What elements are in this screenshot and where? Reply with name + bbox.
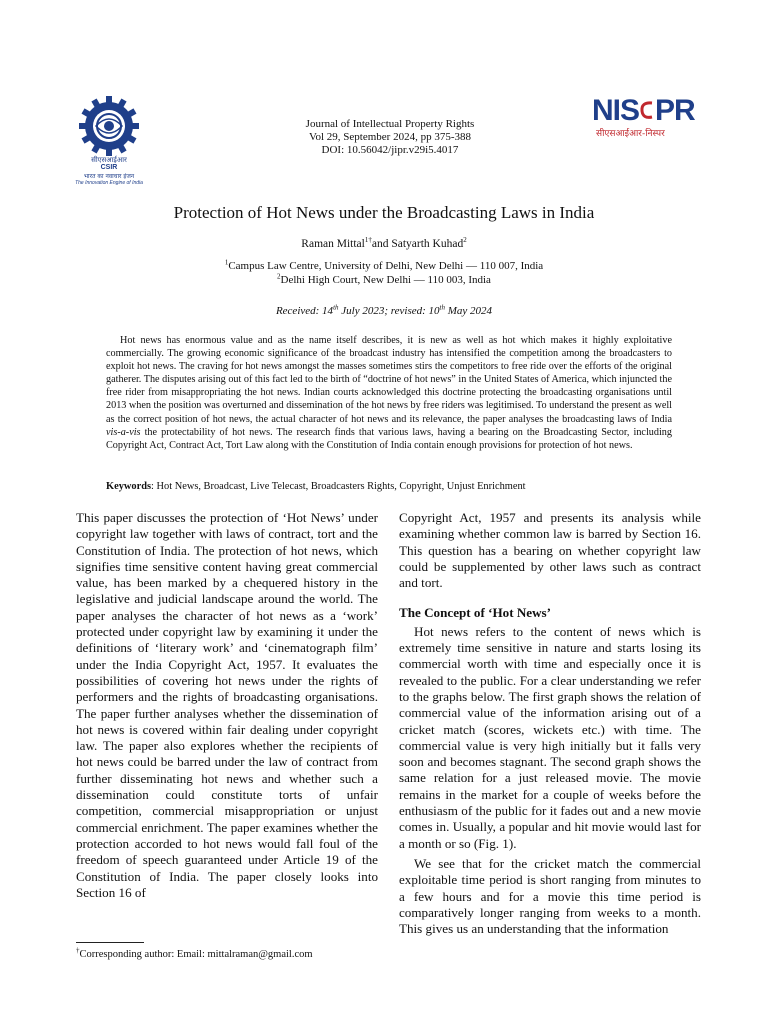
abstract-part-2: the protectability of hot news. The research finds that various laws, having a bearing on the Broadcasting Sector, including Copyright Act, Contract Act, Tort Law along with the Constitution of India contain enough provisions for protection of hot news.	[106, 426, 672, 451]
csir-hindi-name: सीएसआईआर	[91, 156, 127, 164]
received-date-suffix: th	[333, 303, 339, 312]
niscpr-logo	[592, 96, 704, 142]
niscpr-c-swirl-icon	[639, 98, 655, 122]
journal-doi: DOI: 10.56042/jipr.v29i5.4017	[321, 144, 459, 156]
affiliation-1	[60, 259, 708, 273]
niscpr-logo-nis: NIS	[592, 94, 640, 127]
revised-date: July 2023; revised: 10	[338, 305, 440, 317]
keywords-label: Keywords	[106, 481, 152, 492]
niscpr-logo-pr: PR	[655, 94, 695, 127]
footnote-marker: †	[76, 946, 80, 955]
affiliations	[60, 259, 708, 287]
csir-logo	[74, 92, 144, 192]
journal-info	[250, 118, 530, 157]
author-1-marker: 1†	[364, 236, 372, 245]
author-1: Raman Mittal	[301, 238, 365, 250]
csir-hindi-tagline: भारत का नवाचार इंजन	[83, 173, 135, 180]
authors	[60, 238, 708, 250]
affiliation-1-marker: 1	[224, 258, 229, 267]
csir-tagline: The Innovation Engine of India	[75, 180, 143, 186]
section-heading: The Concept of ‘Hot News’	[399, 605, 552, 621]
body-column-right	[399, 510, 701, 937]
received-revised-dates	[60, 305, 708, 317]
author-2: and Satyarth Kuhad	[371, 238, 464, 250]
author-2-marker: 2	[463, 236, 467, 245]
received-date: Received: 14	[275, 305, 334, 317]
body-paragraph-2: We see that for the cricket match the commercial exploitable time period is short ranging from minutes to a few hours and for a movie this time period is comparatively longer ranging from weeks to a month. This gives us an understanding that the information	[399, 855, 701, 937]
body-column-left	[76, 510, 378, 901]
article-title: Protection of Hot News under the Broadcasting Laws in India	[173, 203, 595, 222]
affiliation-1-text: Campus Law Centre, University of Delhi, New Delhi — 110 007, India	[228, 260, 544, 272]
csir-abbr: CSIR	[100, 164, 118, 171]
abstract-italic-term: vis-a-vis	[106, 426, 141, 438]
intro-paragraph: This paper discusses the protection of ‘Hot News’ under copyright law together with laws of contract, tort and the Constitution of India. The protection of hot news, which signifies time sensitive content having great commercial value, has been marked by a chequered history in the legislative and judicial landscape around the world. The paper analyses the character of hot news as a ‘work’ protected under copyright law by examining it under the definitions of ‘literary work’ and ‘cinematograph film’ under the India Copyright Act, 1957. It evaluates the possibilities of covering hot news under the rights of performers and the rights of broadcasting organisations. The paper further analyses whether the dissemination of hot news is covered within fair dealing under copyright law. The paper also explores whether the recipients of hot news could be barred under the law of contract from further disseminating hot news and whether such a dissemination could constitute torts of unfair competition, commercial misappropriation or unjust commercial enrichment. The paper examines whether the protection accorded to hot news would fall foul of the freedom of speech guaranteed under Article 19 of the Constitution of India. The paper closely looks into Section 16 of	[76, 510, 378, 900]
affiliation-2-marker: 2	[277, 272, 281, 281]
keywords	[106, 481, 672, 492]
body-paragraph-1: Hot news refers to the content of news which is extremely time sensitive in nature and starts losing its commercial worth with time and especially once it is revealed to the public. For a clear understanding we refer to the graphs below. The first graph shows the relation of commercial value of the information arising out of a cricket match (scores, wickets etc.) with time. The commercial value is very high initially but it falls very soon and becomes stagnant. The second graph shows the same relation for a just released movie. The movie remains in the market for a couple of weeks before the enthusiasm of the public for it fades out and a new movie comes in. Usually, a popular and hit movie would last for a month or so (Fig. 1).	[399, 623, 701, 851]
affiliation-2-text: Delhi High Court, New Delhi — 110 003, India	[280, 274, 491, 286]
niscpr-hindi: सीएसआईआर-निस्पर	[596, 129, 665, 139]
footnote-divider	[76, 942, 144, 943]
footnote-text: Corresponding author: Email: mittalraman@gmail.com	[79, 949, 313, 960]
footnote	[76, 946, 313, 960]
abstract-text	[106, 334, 672, 452]
keywords-list: : Hot News, Broadcast, Live Telecast, Broadcasters Rights, Copyright, Unjust Enrichment	[151, 481, 526, 492]
abstract-part-1: Hot news has enormous value and as the name itself describes, it is new as well as hot which makes it highly exploitative commercially. The growing economic significance of the broadcast industry has intensified the competition among the broadcasters to exploit hot news. The craving for hot news amongst the masses sometimes stirs the competitors to free ride over the efforts of the original gatherer. The disputes arising out of this fact led to the birth of “doctrine of hot news” in the United States of America, which injuncted the free rider from misappropriating the hot news. Indian courts acknowledged this doctrine protecting the broadcasting organisations until 2013 when the position was overturned and dissemination of the hot news by free riders was legitimised. To understand the present as well as the correct position of hot news, the actual character of hot news and its relevance, the paper analyses the broadcasting laws of India	[106, 335, 672, 425]
revised-date-suffix: th	[439, 303, 445, 312]
journal-volume: Vol 29, September 2024, pp 375-388	[308, 131, 472, 143]
revised-date-year: May 2024	[444, 305, 493, 317]
intro-paragraph-continued: Copyright Act, 1957 and presents its analysis while examining whether common law is barred by Section 16. This question has a bearing on whether copyright law could be supplemented by other laws such as contract and tort.	[399, 510, 701, 591]
affiliation-2	[60, 273, 708, 287]
journal-name: Journal of Intellectual Property Rights	[305, 118, 475, 130]
abstract	[106, 334, 672, 452]
